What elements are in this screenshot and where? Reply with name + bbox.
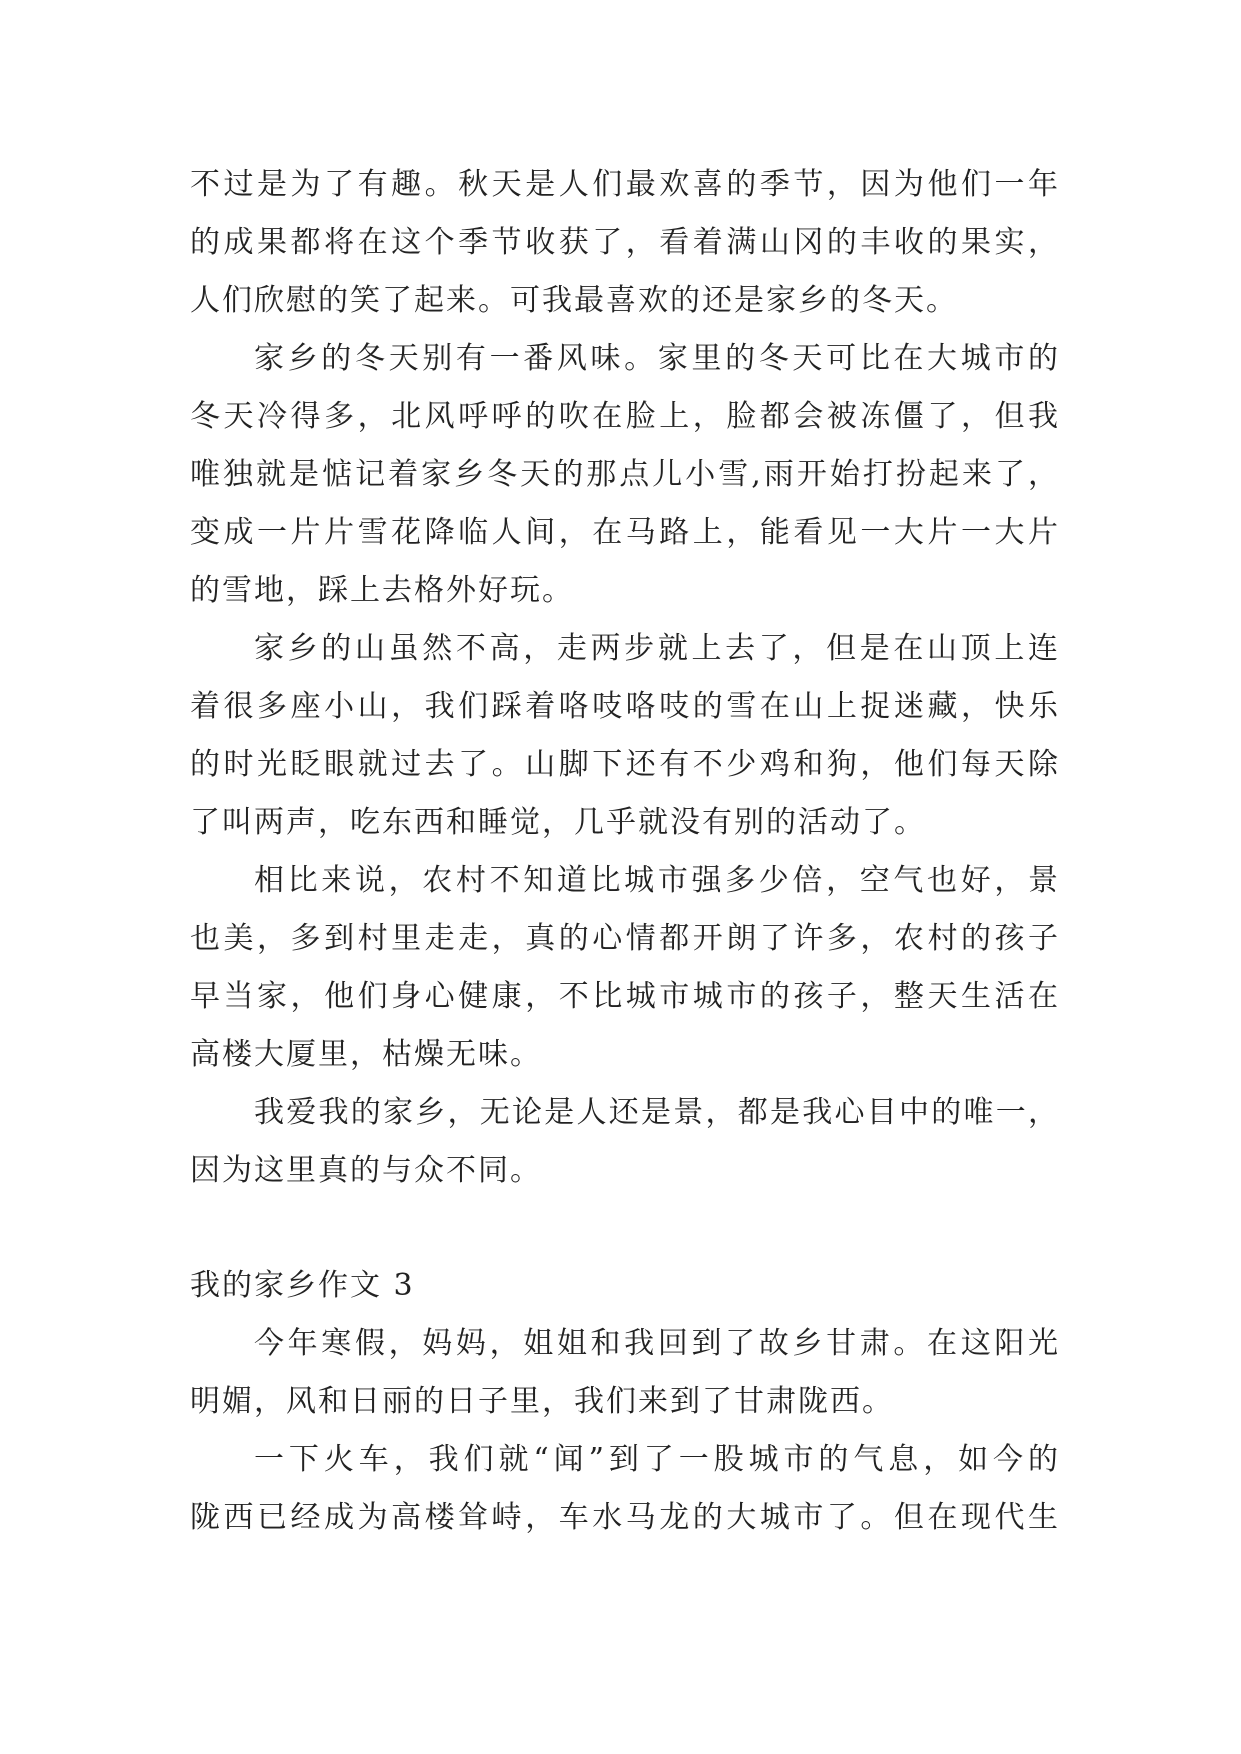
paragraph — [190, 852, 1060, 1084]
text-line: 不过是为了有趣。秋天是人们最欢喜的季节，因为他们一年 — [190, 167, 1060, 202]
text-line: 家乡的山虽然不高，走两步就上去了，但是在山顶上连 — [254, 631, 1060, 666]
paragraph — [190, 1431, 1060, 1547]
text-line: 高楼大厦里，枯燥无味。 — [190, 1037, 542, 1072]
text-line: 陇西已经成为高楼耸峙，车水马龙的大城市了。但在现代生 — [190, 1500, 1060, 1535]
paragraph — [190, 330, 1060, 620]
paragraph — [190, 620, 1060, 852]
text-line: 变成一片片雪花降临人间，在马路上，能看见一大片一大片 — [190, 515, 1060, 550]
text-line: 唯独就是惦记着家乡冬天的那点儿小雪,雨开始打扮起来了， — [190, 457, 1060, 492]
text-line: 家乡的冬天别有一番风味。家里的冬天可比在大城市的 — [254, 341, 1060, 376]
paragraph — [190, 156, 1060, 330]
text-line: 一下火车，我们就“闻”到了一股城市的气息，如今的 — [254, 1442, 1060, 1477]
paragraph — [190, 1315, 1060, 1431]
text-line: 相比来说，农村不知道比城市强多少倍，空气也好，景 — [254, 863, 1060, 898]
text-line: 早当家，他们身心健康，不比城市城市的孩子，整天生活在 — [190, 979, 1060, 1014]
document-body — [190, 156, 1060, 1547]
text-line: 着很多座小山，我们踩着咯吱咯吱的雪在山上捉迷藏，快乐 — [190, 689, 1060, 724]
text-line: 冬天冷得多，北风呼呼的吹在脸上，脸都会被冻僵了，但我 — [190, 399, 1060, 434]
section-heading: 我的家乡作文 3 — [190, 1268, 415, 1303]
text-line: 明媚，风和日丽的日子里，我们来到了甘肃陇西。 — [190, 1384, 894, 1419]
text-line: 了叫两声，吃东西和睡觉，几乎就没有别的活动了。 — [190, 805, 926, 840]
text-line: 今年寒假，妈妈，姐姐和我回到了故乡甘肃。在这阳光 — [254, 1326, 1060, 1361]
text-line: 人们欣慰的笑了起来。可我最喜欢的还是家乡的冬天。 — [190, 283, 958, 318]
text-line: 我爱我的家乡，无论是人还是景，都是我心目中的唯一， — [254, 1095, 1060, 1130]
paragraph — [190, 1084, 1060, 1200]
text-line: 因为这里真的与众不同。 — [190, 1153, 542, 1188]
section-gap — [190, 1200, 1060, 1257]
text-line: 的成果都将在这个季节收获了，看着满山冈的丰收的果实， — [190, 225, 1060, 260]
text-line: 的雪地，踩上去格外好玩。 — [190, 573, 574, 608]
text-line: 也美，多到村里走走，真的心情都开朗了许多，农村的孩子 — [190, 921, 1060, 956]
text-line: 的时光眨眼就过去了。山脚下还有不少鸡和狗，他们每天除 — [190, 747, 1060, 782]
